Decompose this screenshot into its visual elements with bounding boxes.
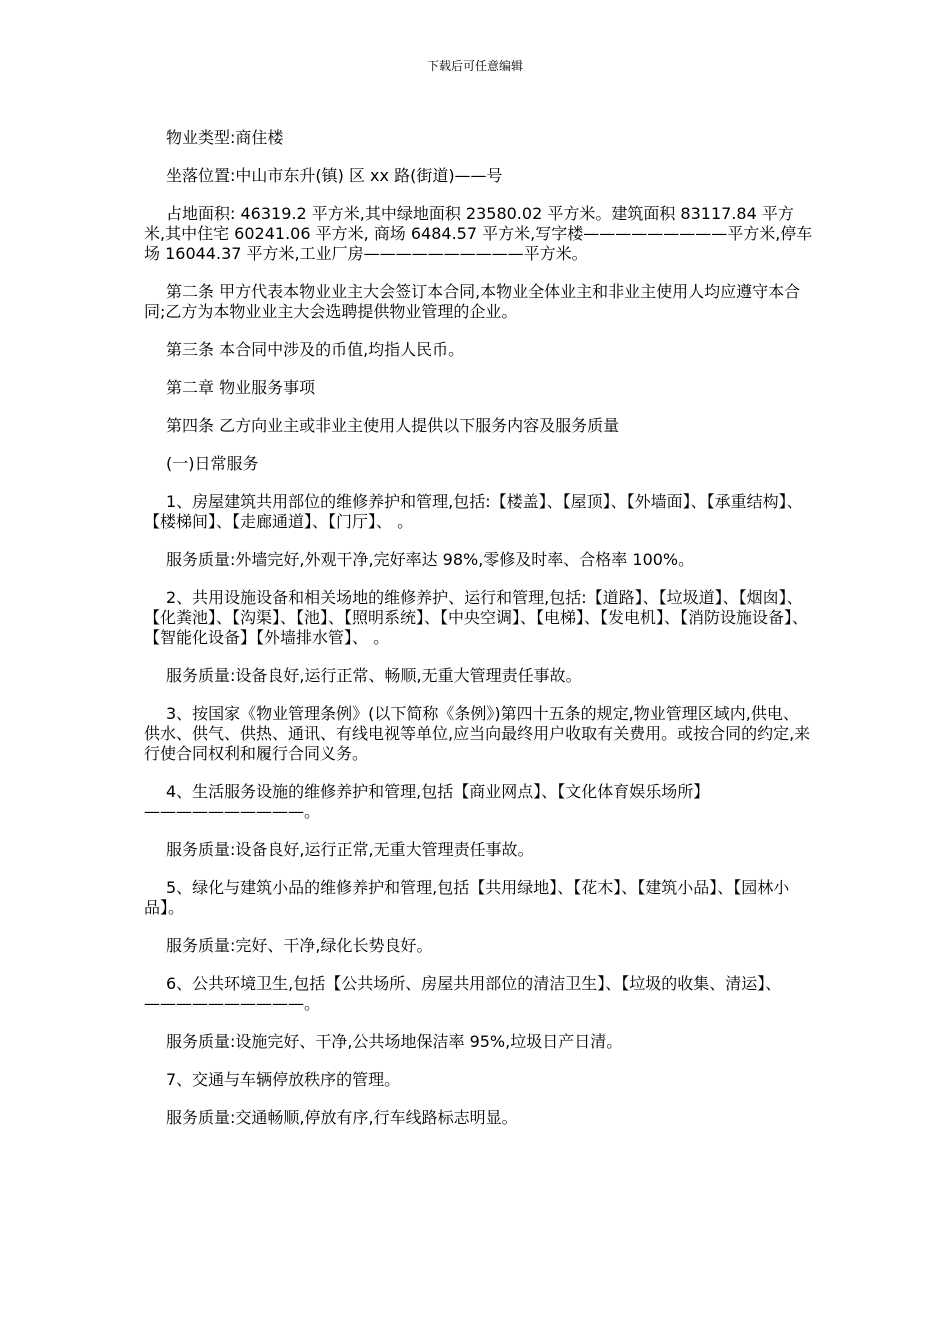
paragraph-article-4: 第四条 乙方向业主或非业主使用人提供以下服务内容及服务质量 [166, 416, 620, 435]
section-daily-service: (一)日常服务 [166, 454, 259, 473]
page-header-note: 下载后可任意编辑 [426, 59, 523, 73]
paragraph-item-1: 1、房屋建筑共用部位的维修养护和管理,包括:【楼盖】、【屋顶】、【外墙面】、【承重结构】、【楼梯间】、【走廊通道】、【门厅】、 。 [144, 492, 803, 531]
paragraph-item-6: 6、公共环境卫生,包括【公共场所、房屋共用部位的清洁卫生】、【垃圾的收集、清运】、——————————。 [144, 974, 782, 1013]
paragraph-item-7: 7、交通与车辆停放秩序的管理。 [166, 1070, 401, 1089]
paragraph-quality-7: 服务质量:交通畅顺,停放有序,行车线路标志明显。 [166, 1108, 518, 1127]
paragraph-quality-1: 服务质量:外墙完好,外观干净,完好率达 98%,零修及时率、合格率 100%。 [166, 550, 695, 569]
paragraph-quality-5: 服务质量:完好、干净,绿化长势良好。 [166, 936, 433, 955]
paragraph-quality-2: 服务质量:设备良好,运行正常、畅顺,无重大管理责任事故。 [166, 666, 582, 685]
paragraph-item-5: 5、绿化与建筑小品的维修养护和管理,包括【共用绿地】、【花木】、【建筑小品】、【园林小品】。 [144, 878, 790, 917]
paragraph-article-2: 第二条 甲方代表本物业业主大会签订本合同,本物业全体业主和非业主使用人均应遵守本合同;乙方为本物业业主大会选聘提供物业管理的企业。 [144, 282, 801, 321]
paragraph-item-4: 4、生活服务设施的维修养护和管理,包括【商业网点】、【文化体育娱乐场所】——————————。 [144, 782, 710, 821]
paragraph-area: 占地面积: 46319.2 平方米,其中绿地面积 23580.02 平方米。建筑面积 83117.84 平方米,其中住宅 60241.06 平方米, 商场 6484.57 平方米,写字楼—————————平方米,停车场 16044.37 平方米,工业厂房——————————平方米。 [144, 204, 813, 263]
paragraph-location: 坐落位置:中山市东升(镇) 区 xx 路(街道)——号 [166, 166, 503, 185]
paragraph-quality-4: 服务质量:设备良好,运行正常,无重大管理责任事故。 [166, 840, 534, 859]
paragraph-item-3: 3、按国家《物业管理条例》(以下简称《条例》)第四十五条的规定,物业管理区域内,供电、供水、供气、供热、通讯、有线电视等单位,应当向最终用户收取有关费用。或按合同的约定,来行使合同权利和履行合同义务。 [144, 704, 811, 763]
paragraph-quality-6: 服务质量:设施完好、干净,公共场地保洁率 95%,垃圾日产日清。 [166, 1032, 623, 1051]
chapter-heading-2: 第二章 物业服务事项 [166, 378, 316, 397]
paragraph-item-2: 2、共用设施设备和相关场地的维修养护、运行和管理,包括:【道路】、【垃圾道】、【烟囱】、【化粪池】、【沟渠】、【池】、【照明系统】、【中央空调】、【电梯】、【发电机】、【消防设施设备】、【智能化设备】【外墙排水管】、 。 [144, 588, 809, 647]
paragraph-article-3: 第三条 本合同中涉及的币值,均指人民币。 [166, 340, 465, 359]
paragraph-property-type: 物业类型:商住楼 [166, 128, 284, 147]
document-body [144, 128, 814, 1146]
